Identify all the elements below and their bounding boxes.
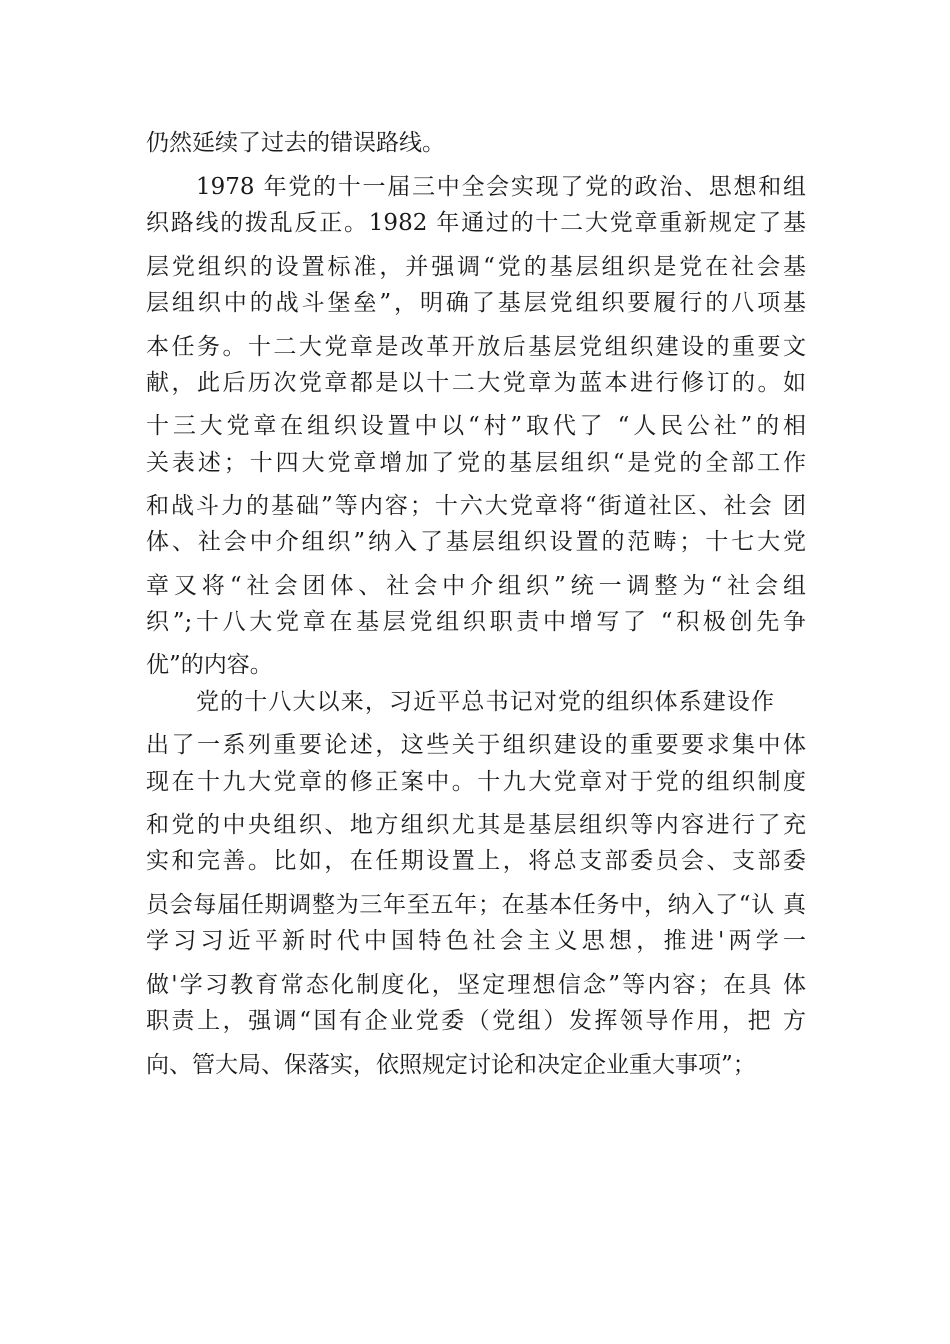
text-line: 本任务。十二大党章是改革开放后基层党组织建设的重要文 (146, 334, 806, 360)
text-line: 层组织中的战斗堡垒”，明确了基层党组织要履行的八项基 (146, 290, 806, 316)
text-line: 织路线的拨乱反正。1982 年通过的十二大党章重新规定了基 (146, 210, 806, 236)
text-line: 织”;十八大党章在基层党组织职责中增写了 “积极创先争 (146, 609, 806, 635)
text-line: 和党的中央组织、地方组织尤其是基层组织等内容进行了充 (146, 812, 806, 838)
text-line: 体、社会中介组织”纳入了基层组织设置的范畴；十七大党 (146, 529, 806, 555)
text-line: 层党组织的设置标准，并强调“党的基层组织是党在社会基 (146, 254, 806, 280)
text-line: 1978 年党的十一届三中全会实现了党的政治、思想和组 (196, 174, 806, 200)
text-line: 关表述；十四大党章增加了党的基层组织“是党的全部工作 (146, 450, 806, 476)
text-line: 学习习近平新时代中国特色社会主义思想，推进'两学一 (146, 928, 806, 954)
text-line: 仍然延续了过去的错误路线。 (146, 130, 445, 156)
text-line: 十三大党章在组织设置中以“村”取代了 “人民公社”的相 (146, 413, 806, 439)
text-line: 章又将“社会团体、社会中介组织”统一调整为“社会组 (146, 573, 806, 599)
text-line: 优”的内容。 (146, 652, 273, 678)
text-line: 员会每届任期调整为三年至五年；在基本任务中，纳入了“认 真 (146, 892, 806, 918)
text-line: 做'学习教育常态化制度化，坚定理想信念”等内容；在具 体 (146, 972, 806, 998)
text-line: 献，此后历次党章都是以十二大党章为蓝本进行修订的。如 (146, 370, 806, 396)
text-line: 出了一系列重要论述，这些关于组织建设的重要要求集中体 (146, 732, 806, 758)
text-line: 党的十八大以来，习近平总书记对党的组织体系建设作 (196, 689, 774, 715)
text-line: 职责上，强调“国有企业党委（党组）发挥领导作用，把 方 (146, 1008, 806, 1034)
text-line: 和战斗力的基础”等内容；十六大党章将“街道社区、社会 团 (146, 493, 806, 519)
text-line: 现在十九大党章的修正案中。十九大党章对于党的组织制度 (146, 769, 806, 795)
text-line: 向、管大局、保落实，依照规定讨论和决定企业重大事项”； (146, 1052, 756, 1078)
text-line: 实和完善。比如，在任期设置上，将总支部委员会、支部委 (146, 848, 806, 874)
